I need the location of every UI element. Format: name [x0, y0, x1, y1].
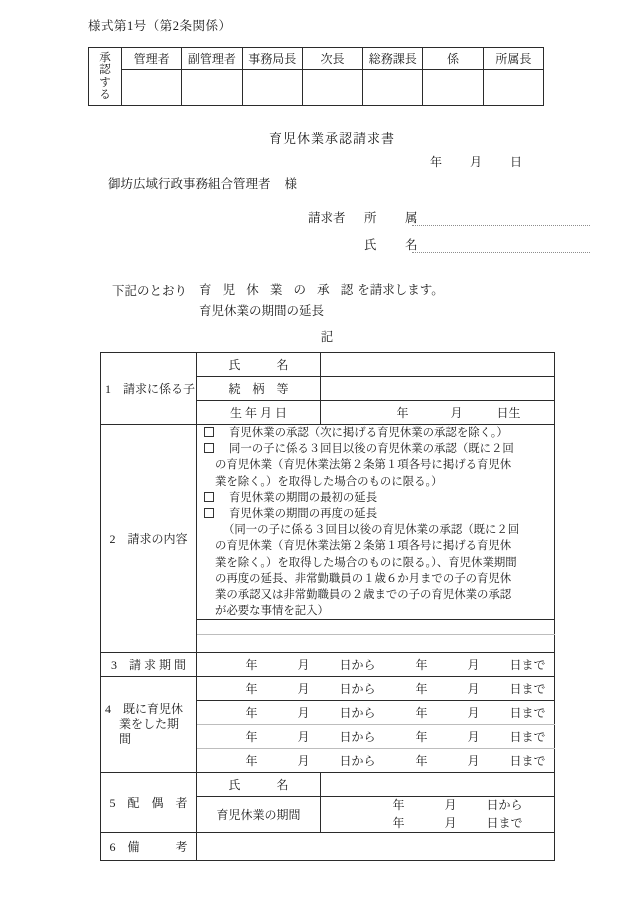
s3-month-label: 月 [297, 658, 310, 673]
s2-note-line-2: の育児休業（育児休業法第２条第１項各号に掲げる育児休 [215, 540, 512, 553]
s5-year-label-2: 年 [392, 815, 405, 830]
s5-period-line-2 [325, 815, 550, 832]
s4-month2-label-2: 月 [467, 706, 480, 721]
s1-relation-value[interactable] [321, 377, 555, 401]
s4-to-label-2: 日まで [509, 706, 546, 721]
s2-checkbox-label-4: 育児休業の期間の再度の延長 [229, 507, 378, 520]
ki-mark: 記 [320, 330, 334, 344]
requester-name-label: 氏 名 [364, 238, 426, 252]
s4-period-value-2[interactable] [197, 701, 555, 725]
s1-name-sublabel: 氏 名 [197, 353, 321, 377]
s5-to-label: 日まで [486, 815, 523, 830]
s4-from-label-2: 日から [339, 706, 376, 721]
section-4-label-line-2: 業をした期 [119, 717, 180, 732]
s1-birthdate-value[interactable] [321, 401, 555, 425]
section-6-label: 6 備 考 [101, 833, 197, 861]
approval-value-jicho[interactable] [302, 70, 362, 106]
section-2-label: 2 請求の内容 [101, 425, 197, 653]
s4-year-label-2: 年 [245, 706, 258, 721]
s4-month2-label-4: 月 [467, 754, 480, 769]
s4-month-label-1: 月 [297, 682, 310, 697]
section-1-label: 1 請求に係る子 [101, 353, 197, 425]
addressee-name: 御坊広域行政事務組合管理者 [108, 177, 271, 191]
s2-checkbox-label-3: 育児休業の期間の最初の延長 [229, 491, 378, 504]
s2-note-line-3: 業を除く。）を取得した場合のものに限る。）、育児休業期間 [215, 556, 517, 569]
s4-year2-label-3: 年 [415, 730, 428, 745]
s4-period-value-3[interactable] [197, 725, 555, 749]
s5-name-sublabel: 氏 名 [197, 773, 321, 797]
requester-affiliation-row [308, 208, 590, 226]
s5-from-label: 日から [486, 798, 523, 813]
s4-year2-label-4: 年 [415, 754, 428, 769]
section-3-label: 3 請 求 期 間 [101, 653, 197, 677]
s4-year-label-1: 年 [245, 682, 258, 697]
s4-to-label-4: 日まで [509, 754, 546, 769]
approval-col-jimukyokucho: 事務局長 [242, 48, 302, 70]
s2-checkbox-item-4[interactable] [201, 506, 550, 522]
s3-month2-label: 月 [467, 658, 480, 673]
requester-affiliation-input[interactable] [412, 212, 590, 226]
requester-block [308, 208, 590, 262]
section-4-label [101, 677, 197, 773]
approval-value-kakari[interactable] [423, 70, 483, 106]
s2-note-line-6: が必要な事情を記入） [215, 605, 329, 618]
approval-table [88, 47, 544, 106]
s6-value[interactable] [197, 833, 555, 861]
s3-year-label: 年 [245, 658, 258, 673]
s4-year2-label-1: 年 [415, 682, 428, 697]
s4-row-1 [101, 677, 555, 701]
s1-birth-month-label: 月 [450, 406, 463, 420]
s1-birthdate-sublabel: 生 年 月 日 [197, 401, 321, 425]
s5-period-value[interactable] [321, 797, 555, 833]
addressee [108, 174, 297, 192]
s4-period-value-1[interactable] [197, 677, 555, 701]
statement-choice-2: 育児休業の期間の延長 [199, 304, 325, 318]
stamp-char-3: す [99, 76, 111, 89]
stamp-char-2: 認 [99, 64, 111, 77]
s1-relation-sublabel: 続 柄 等 [197, 377, 321, 401]
s2-note-line-5: 業の承認又は非常勤職員の２歳までの子の育児休業の承認 [215, 588, 512, 601]
checkbox-icon[interactable] [204, 427, 214, 437]
s2-note-line-1: （同一の子に係る３回目以後の育児休業の承認（既に２回 [223, 524, 520, 537]
approval-col-somukacho: 総務課長 [363, 48, 423, 70]
checkbox-icon[interactable] [204, 508, 214, 518]
statement-choice-1: 育 児 休 業 の 承 認 [199, 283, 358, 297]
s5-name-value[interactable] [321, 773, 555, 797]
s4-month-label-4: 月 [297, 754, 310, 769]
statement-tail: を請求します。 [357, 283, 444, 297]
document-title [0, 128, 630, 147]
s6-row [101, 833, 555, 861]
section-4-label-line-1: 4 既に育児休 [105, 702, 184, 717]
s2-checkbox-2-cont-2: 業を除く。）を取得した場合のものに限る。） [215, 475, 443, 488]
stamp-char-4: る [99, 88, 111, 101]
s1-birth-day-label: 日生 [496, 406, 521, 420]
s2-checkbox-item-1[interactable] [201, 425, 550, 441]
s3-period-value[interactable] [197, 653, 555, 677]
approval-value-jimukyokucho[interactable] [242, 70, 302, 106]
requester-affiliation-label: 所 属 [364, 211, 426, 225]
approval-col-shozokucho: 所属長 [483, 48, 543, 70]
s4-from-label-1: 日から [339, 682, 376, 697]
date-day-label: 日 [510, 155, 523, 169]
approval-value-fukukanrisha[interactable] [182, 70, 242, 106]
approval-stamp-label [89, 48, 122, 106]
requester-lead-label: 請求者 [308, 211, 346, 225]
s2-note-line-4: の再度の延長、非常勤職員の１歳６か月までの子の育児休 [215, 572, 512, 585]
checkbox-icon[interactable] [204, 443, 214, 453]
approval-value-kanrisha[interactable] [122, 70, 182, 106]
section-4-label-line-3: 間 [119, 732, 132, 747]
document-title-text: 育児休業承認請求書 [268, 131, 395, 146]
s2-checkbox-item-3[interactable] [201, 490, 550, 506]
s4-period-value-4[interactable] [197, 749, 555, 773]
s3-row [101, 653, 555, 677]
s4-year-label-3: 年 [245, 730, 258, 745]
stamp-char-1: 承 [99, 51, 111, 64]
addressee-honorific: 様 [284, 177, 298, 191]
approval-col-kakari: 係 [423, 48, 483, 70]
approval-col-fukukanrisha: 副管理者 [182, 48, 242, 70]
s2-content-value[interactable] [197, 425, 555, 620]
approval-col-kanrisha: 管理者 [122, 48, 182, 70]
s4-year2-label-2: 年 [415, 706, 428, 721]
date-year-label: 年 [430, 155, 443, 169]
approval-header-row [89, 48, 544, 70]
s5-year-label-1: 年 [392, 798, 405, 813]
request-statement [112, 280, 444, 319]
s4-from-label-3: 日から [339, 730, 376, 745]
s5-month-label-1: 月 [444, 798, 457, 813]
form-number: 様式第1号（第2条関係） [88, 19, 232, 33]
s4-year-label-4: 年 [245, 754, 258, 769]
section-5-label: 5 配 偶 者 [101, 773, 197, 833]
s2-checkbox-item-2[interactable] [201, 441, 550, 457]
approval-signature-row [89, 70, 544, 106]
s5-month-label-2: 月 [444, 815, 457, 830]
requester-name-row [308, 235, 590, 253]
s4-month2-label-1: 月 [467, 682, 480, 697]
date-month-label: 月 [470, 155, 483, 169]
s3-to-label: 日まで [509, 658, 546, 673]
s4-to-label-1: 日まで [509, 682, 546, 697]
s2-blank-value-1[interactable] [197, 620, 555, 635]
approval-col-jicho: 次長 [302, 48, 362, 70]
statement-prefix: 下記のとおり [112, 284, 188, 298]
s1-name-value[interactable] [321, 353, 555, 377]
s5-name-row [101, 773, 555, 797]
main-form-table [100, 352, 555, 861]
approval-value-somukacho[interactable] [363, 70, 423, 106]
s2-checkbox-label-1: 育児休業の承認（次に掲げる育児休業の承認を除く。） [229, 427, 508, 439]
s2-checkbox-label-2: 同一の子に係る３回目以後の育児休業の承認（既に２回 [229, 443, 514, 456]
requester-name-input[interactable] [412, 239, 590, 253]
s5-period-sublabel: 育児休業の期間 [197, 797, 321, 833]
s5-period-line-1 [325, 797, 550, 814]
s1-name-row [101, 353, 555, 377]
s4-month-label-3: 月 [297, 730, 310, 745]
s3-year2-label: 年 [415, 658, 428, 673]
s2-content-row [101, 425, 555, 620]
s2-checkbox-2-cont-1: の育児休業（育児休業法第２条第１項各号に掲げる育児休 [215, 459, 512, 472]
s4-month-label-2: 月 [297, 706, 310, 721]
s2-blank-value-2[interactable] [197, 635, 555, 653]
approval-value-shozokucho[interactable] [483, 70, 543, 106]
checkbox-icon[interactable] [204, 492, 214, 502]
s1-birth-year-label: 年 [396, 406, 409, 420]
s4-to-label-3: 日まで [509, 730, 546, 745]
s3-from-label: 日から [339, 658, 376, 673]
s4-month2-label-3: 月 [467, 730, 480, 745]
submission-date-line[interactable] [430, 153, 550, 170]
s4-from-label-4: 日から [339, 754, 376, 769]
statement-choices [187, 280, 444, 319]
